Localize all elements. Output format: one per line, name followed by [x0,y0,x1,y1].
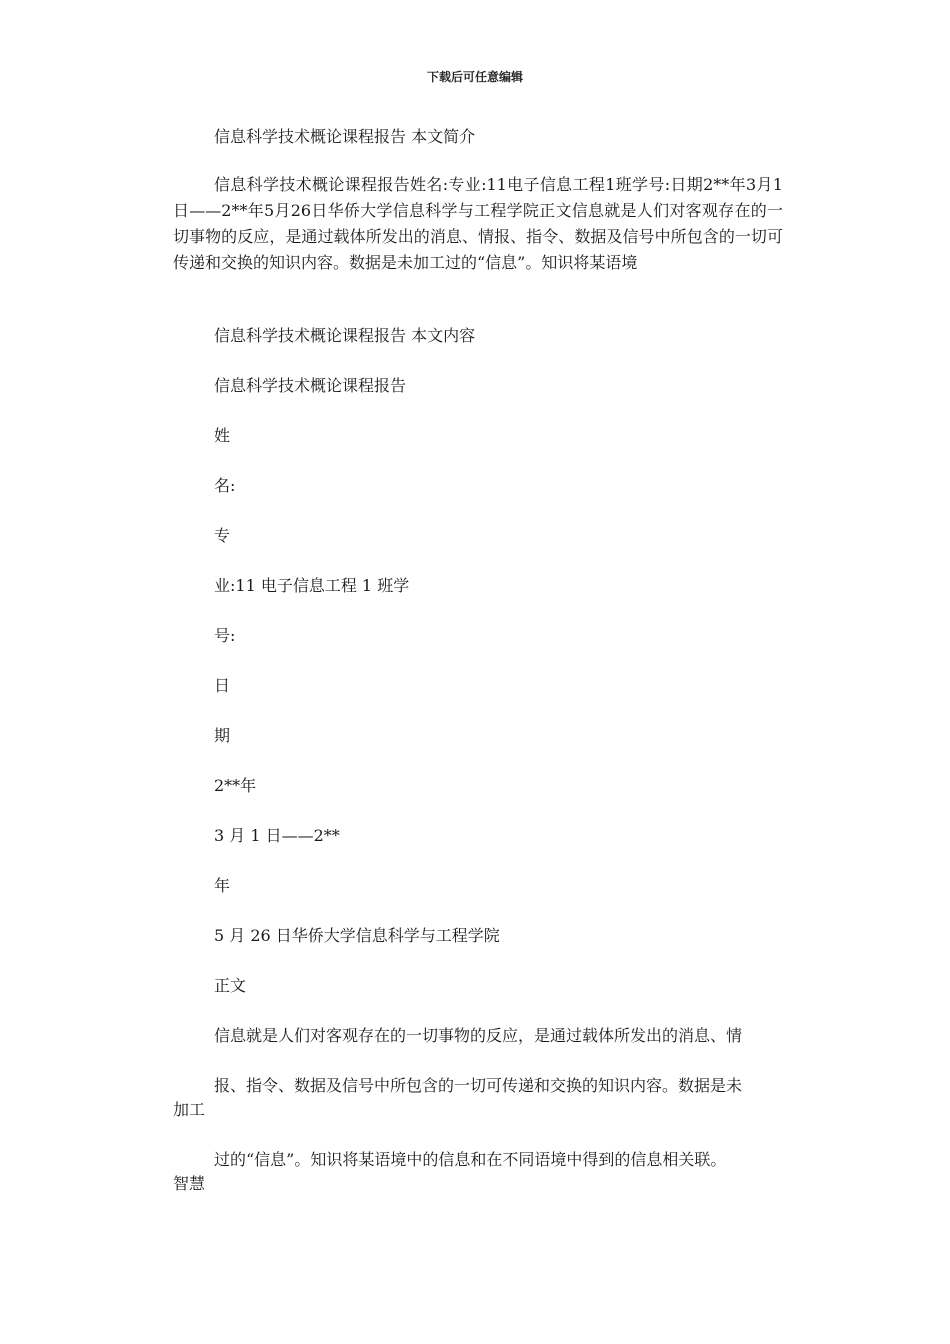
major-label-2: 业:11 电子信息工程 1 班学 [214,576,410,595]
body-line-3: 过的“信息”。知识将某语境中的信息和在不同语境中得到的信息相关联。 [214,1150,727,1169]
date-range: 3 月 1 日——2** [214,826,340,845]
intro-paragraph: 信息科学技术概论课程报告姓名:专业:11电子信息工程1班学号:日期2**年3月1日——2**年5月26日华侨大学信息科学与工程学院正文信息就是人们对客观存在的一切事物的反应，是通过载体所发出的消息、情报、指令、数据及信号中所包含的一切可传递和交换的知识内容。数据是未加工过的“信息”。知识将某语境 [173,175,783,272]
report-title: 信息科学技术概论课程报告 [214,376,407,395]
name-label-2: 名: [214,476,236,495]
major-label-1: 专 [214,526,231,545]
body-line-1: 信息就是人们对客观存在的一切事物的反应，是通过载体所发出的消息、情 [214,1026,743,1045]
date-year-end: 年 [214,876,231,895]
body-line-3-wrap: 智慧 [173,1174,206,1193]
date-and-school: 5 月 26 日华侨大学信息科学与工程学院 [214,926,500,945]
date-label-1: 日 [214,676,231,695]
body-heading: 正文 [214,976,247,995]
download-note: 下载后可任意编辑 [426,70,523,84]
name-label-1: 姓 [214,426,231,445]
intro-heading: 信息科学技术概论课程报告 本文简介 [214,127,476,146]
body-line-2: 报、指令、数据及信号中所包含的一切可传递和交换的知识内容。数据是未 [214,1076,743,1095]
body-line-2-wrap: 加工 [173,1100,206,1119]
date-label-2: 期 [214,726,231,745]
content-heading: 信息科学技术概论课程报告 本文内容 [214,326,476,345]
student-id-label: 号: [214,626,236,645]
date-year-start: 2**年 [214,776,257,795]
